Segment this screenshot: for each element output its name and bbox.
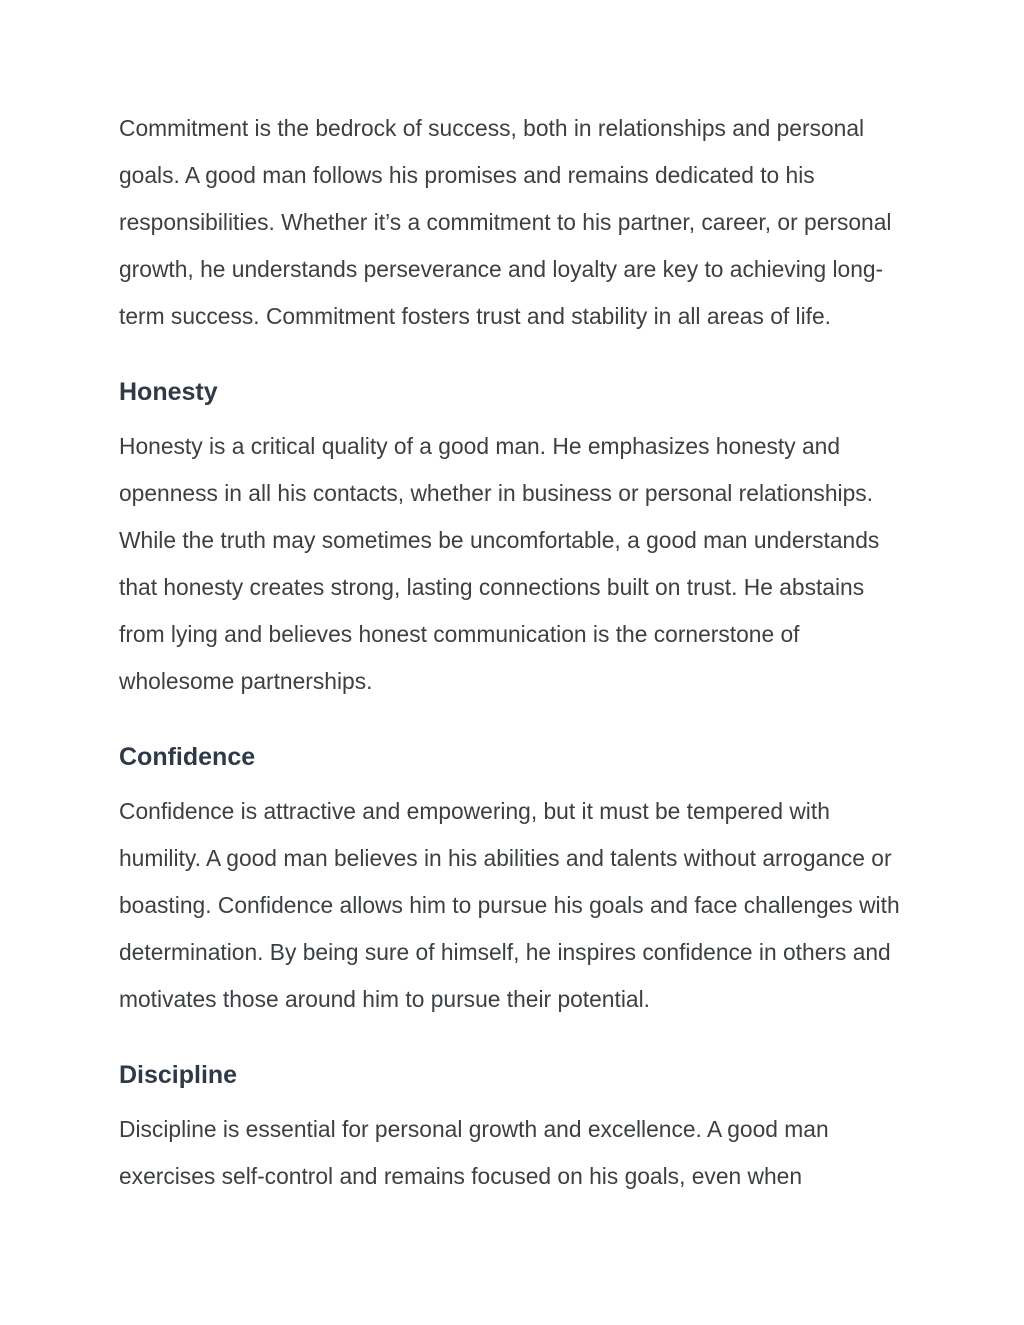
section-heading-confidence: Confidence	[119, 743, 256, 771]
paragraph-commitment: Commitment is the bedrock of success, both in relationships and personal goals. A good man follows his promises and remains dedicated to his responsibilities. Whether it’s a commitment to his partner, career, or personal growth, he understands perseverance and loyalty are key to achieving long-term success. Commitment fosters trust and stability in all areas of life.	[119, 115, 892, 329]
paragraph-discipline: Discipline is essential for personal growth and excellence. A good man exercises self-control and remains focused on his goals, even when	[119, 1116, 829, 1189]
section-heading-discipline: Discipline	[119, 1061, 238, 1089]
paragraph-honesty: Honesty is a critical quality of a good man. He emphasizes honesty and openness in all his contacts, whether in business or personal relationships. While the truth may sometimes be uncomfortable, a good man understands that honesty creates strong, lasting connections built on trust. He abstains from lying and believes honest communication is the cornerstone of wholesome partnerships.	[119, 433, 880, 694]
section-heading-honesty: Honesty	[119, 378, 218, 406]
paragraph-confidence: Confidence is attractive and empowering, but it must be tempered with humility. A good man believes in his abilities and talents without arrogance or boasting. Confidence allows him to pursue his goals and face challenges with determination. By being sure of himself, he inspires confidence in others and motivates those around him to pursue their potential.	[119, 798, 900, 1012]
